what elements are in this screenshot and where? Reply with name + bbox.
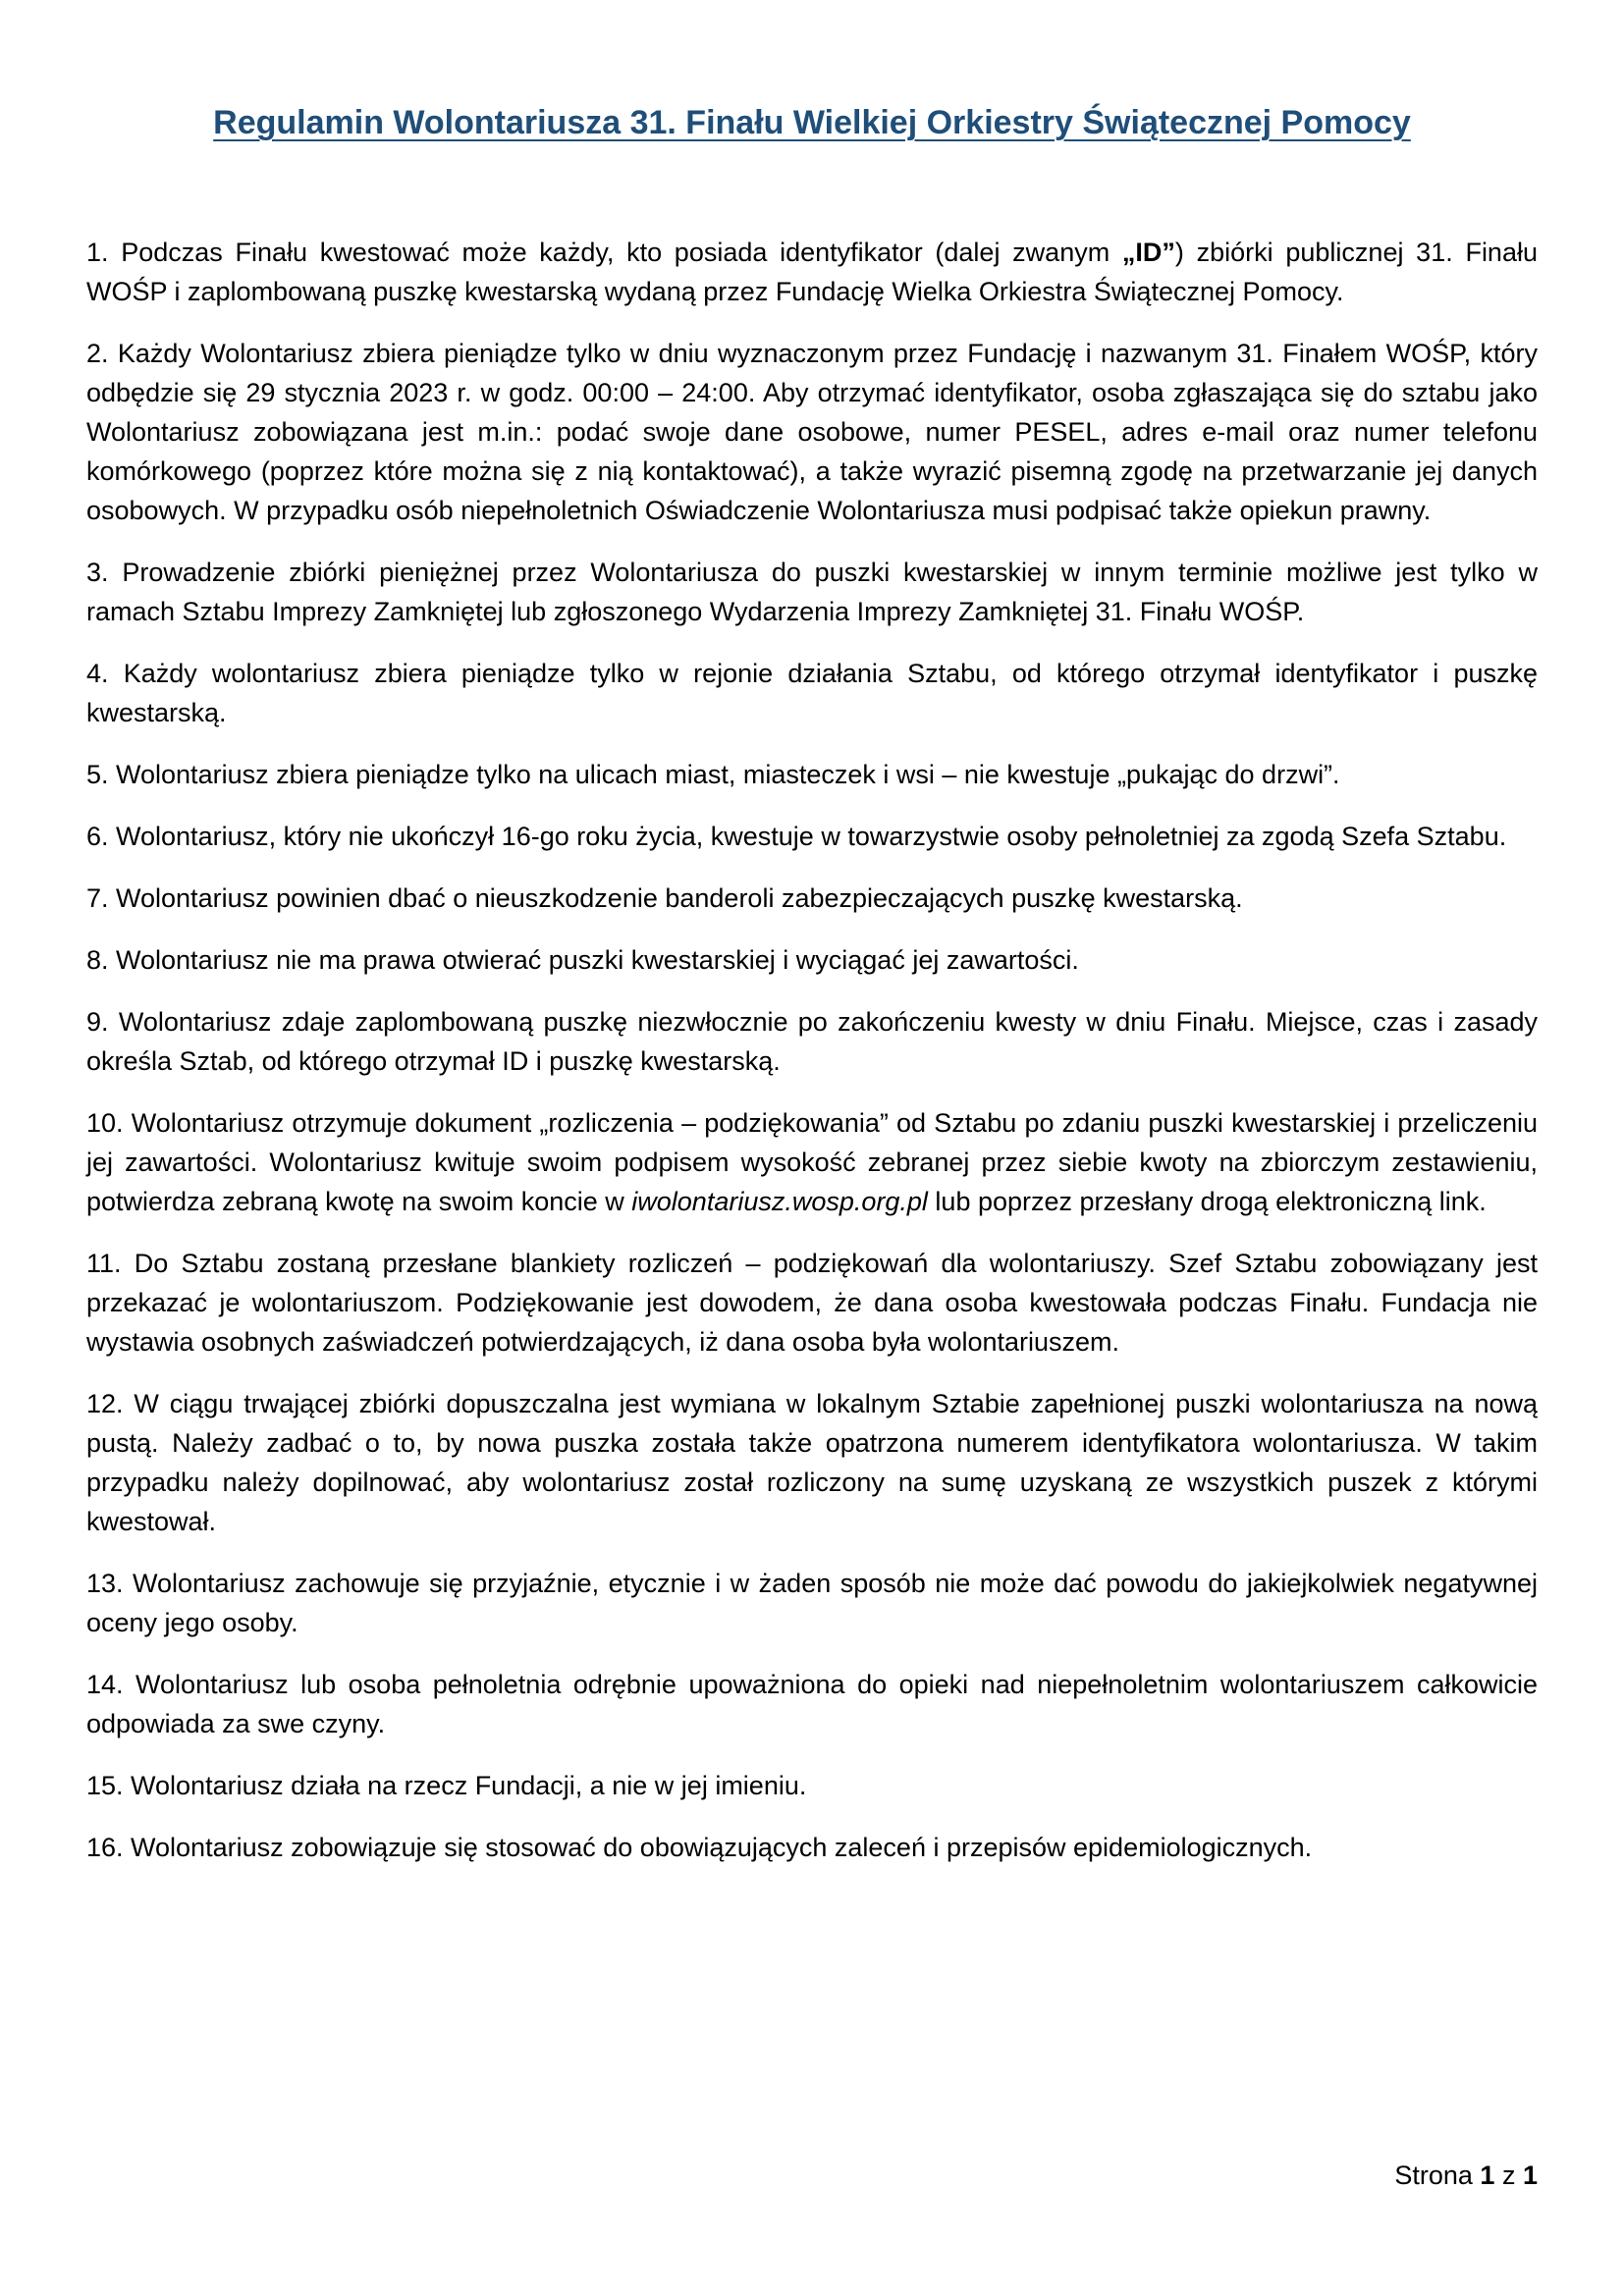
paragraph-1-bold-id: „ID”	[1121, 238, 1175, 268]
paragraph-6: 6. Wolontariusz, który nie ukończył 16-go roku życia, kwestuje w towarzystwie osoby pełnoletniej za zgodą Szefa Sztabu.	[86, 822, 1507, 852]
paragraph-7: 7. Wolontariusz powinien dbać o nieuszkodzenie banderoli zabezpieczających puszkę kwestarską.	[86, 883, 1243, 914]
paragraph-10-text: 10. Wolontariusz otrzymuje dokument „rozliczenia – podziękowania” od Sztabu po zdaniu puszki kwestarskiej i przeliczeniu jej zawartości. Wolontariusz kwituje swoim podpisem wysokość zebranej przez siebie kwoty na zbiorczym zestawieniu, potwierdza zebraną kwotę na swoim koncie w	[86, 1108, 1538, 1217]
page-footer	[1394, 2156, 1538, 2195]
paragraph-1	[86, 233, 1538, 311]
paragraph-10-website-italic: iwolontariusz.wosp.org.pl	[631, 1187, 928, 1217]
paragraph-5: 5. Wolontariusz zbiera pieniądze tylko na ulicach miast, miasteczek i wsi – nie kwestuje „pukając do drzwi”.	[86, 760, 1340, 790]
paragraph-3: 3. Prowadzenie zbiórki pieniężnej przez Wolontariusza do puszki kwestarskiej w innym terminie możliwe jest tylko w ramach Sztabu Imprezy Zamkniętej lub zgłoszonego Wydarzenia Imprezy Zamkniętej 31. Finału WOŚP.	[86, 558, 1538, 627]
paragraph-8: 8. Wolontariusz nie ma prawa otwierać puszki kwestarskiej i wyciągać jej zawartości.	[86, 945, 1079, 976]
paragraph-13: 13. Wolontariusz zachowuje się przyjaźnie, etycznie i w żaden sposób nie może dać powodu do jakiejkolwiek negatywnej oceny jego osoby.	[86, 1569, 1538, 1638]
paragraph-16: 16. Wolontariusz zobowiązuje się stosować do obowiązujących zaleceń i przepisów epidemiologicznych.	[86, 1833, 1313, 1863]
paragraph-12: 12. W ciągu trwającej zbiórki dopuszczalna jest wymiana w lokalnym Sztabie zapełnionej puszki wolontariusza na nową pustą. Należy zadbać o to, by nowa puszka została także opatrzona numerem identyfikatora wolontariusza. W takim przypadku należy dopilnować, aby wolontariusz został rozliczony na sumę uzyskaną ze wszystkich puszek z którymi kwestował.	[86, 1389, 1538, 1537]
footer-page-number: 1	[1480, 2161, 1495, 2190]
paragraph-9: 9. Wolontariusz zdaje zaplombowaną puszkę niezwłocznie po zakończeniu kwesty w dniu Finału. Miejsce, czas i zasady określa Sztab, od którego otrzymał ID i puszkę kwestarską.	[86, 1007, 1538, 1077]
paragraph-14: 14. Wolontariusz lub osoba pełnoletnia odrębnie upoważniona do opieki nad niepełnoletnim wolontariuszem całkowicie odpowiada za swe czyny.	[86, 1670, 1538, 1739]
paragraph-10-text-cont: lub poprzez przesłany drogą elektroniczną link.	[927, 1187, 1487, 1217]
paragraph-10	[86, 1103, 1538, 1221]
paragraph-4: 4. Każdy wolontariusz zbiera pieniądze tylko w rejonie działania Sztabu, od którego otrzymał identyfikator i puszkę kwestarską.	[86, 659, 1538, 728]
paragraph-1-text: 1. Podczas Finału kwestować może każdy, kto posiada identyfikator (dalej zwanym	[86, 238, 1122, 268]
paragraph-1-text-cont: ) zbiórki publicznej 31. Finału WOŚP i zaplombowaną puszkę kwestarską wydaną przez Fundację Wielka Orkiestra Świątecznej Pomocy.	[86, 238, 1538, 307]
footer-total-pages: 1	[1522, 2161, 1538, 2190]
paragraph-2: 2. Każdy Wolontariusz zbiera pieniądze tylko w dniu wyznaczonym przez Fundację i nazwanym 31. Finałem WOŚP, który odbędzie się 29 stycznia 2023 r. w godz. 00:00 – 24:00. Aby otrzymać identyfikator, osoba zgłaszająca się do sztabu jako Wolontariusz zobowiązana jest m.in.: podać swoje dane osobowe, numer PESEL, adres e-mail oraz numer telefonu komórkowego (poprzez które można się z nią kontaktować), a także wyrazić pisemną zgodę na przetwarzanie jej danych osobowych. W przypadku osób niepełnoletnich Oświadczenie Wolontariusza musi podpisać także opiekun prawny.	[86, 339, 1538, 526]
footer-label: Strona	[1394, 2161, 1481, 2190]
paragraph-11: 11. Do Sztabu zostaną przesłane blankiety rozliczeń – podziękowań dla wolontariuszy. Szef Sztabu zobowiązany jest przekazać je wolontariuszom. Podziękowanie jest dowodem, że dana osoba kwestowała podczas Finału. Fundacja nie wystawia osobnych zaświadczeń potwierdzających, iż dana osoba była wolontariuszem.	[86, 1249, 1538, 1358]
paragraph-15: 15. Wolontariusz działa na rzecz Fundacji, a nie w jej imieniu.	[86, 1771, 807, 1801]
footer-separator: z	[1494, 2161, 1523, 2190]
document-title: Regulamin Wolontariusza 31. Finału Wielkiej Orkiestry Świątecznej Pomocy	[213, 104, 1411, 141]
